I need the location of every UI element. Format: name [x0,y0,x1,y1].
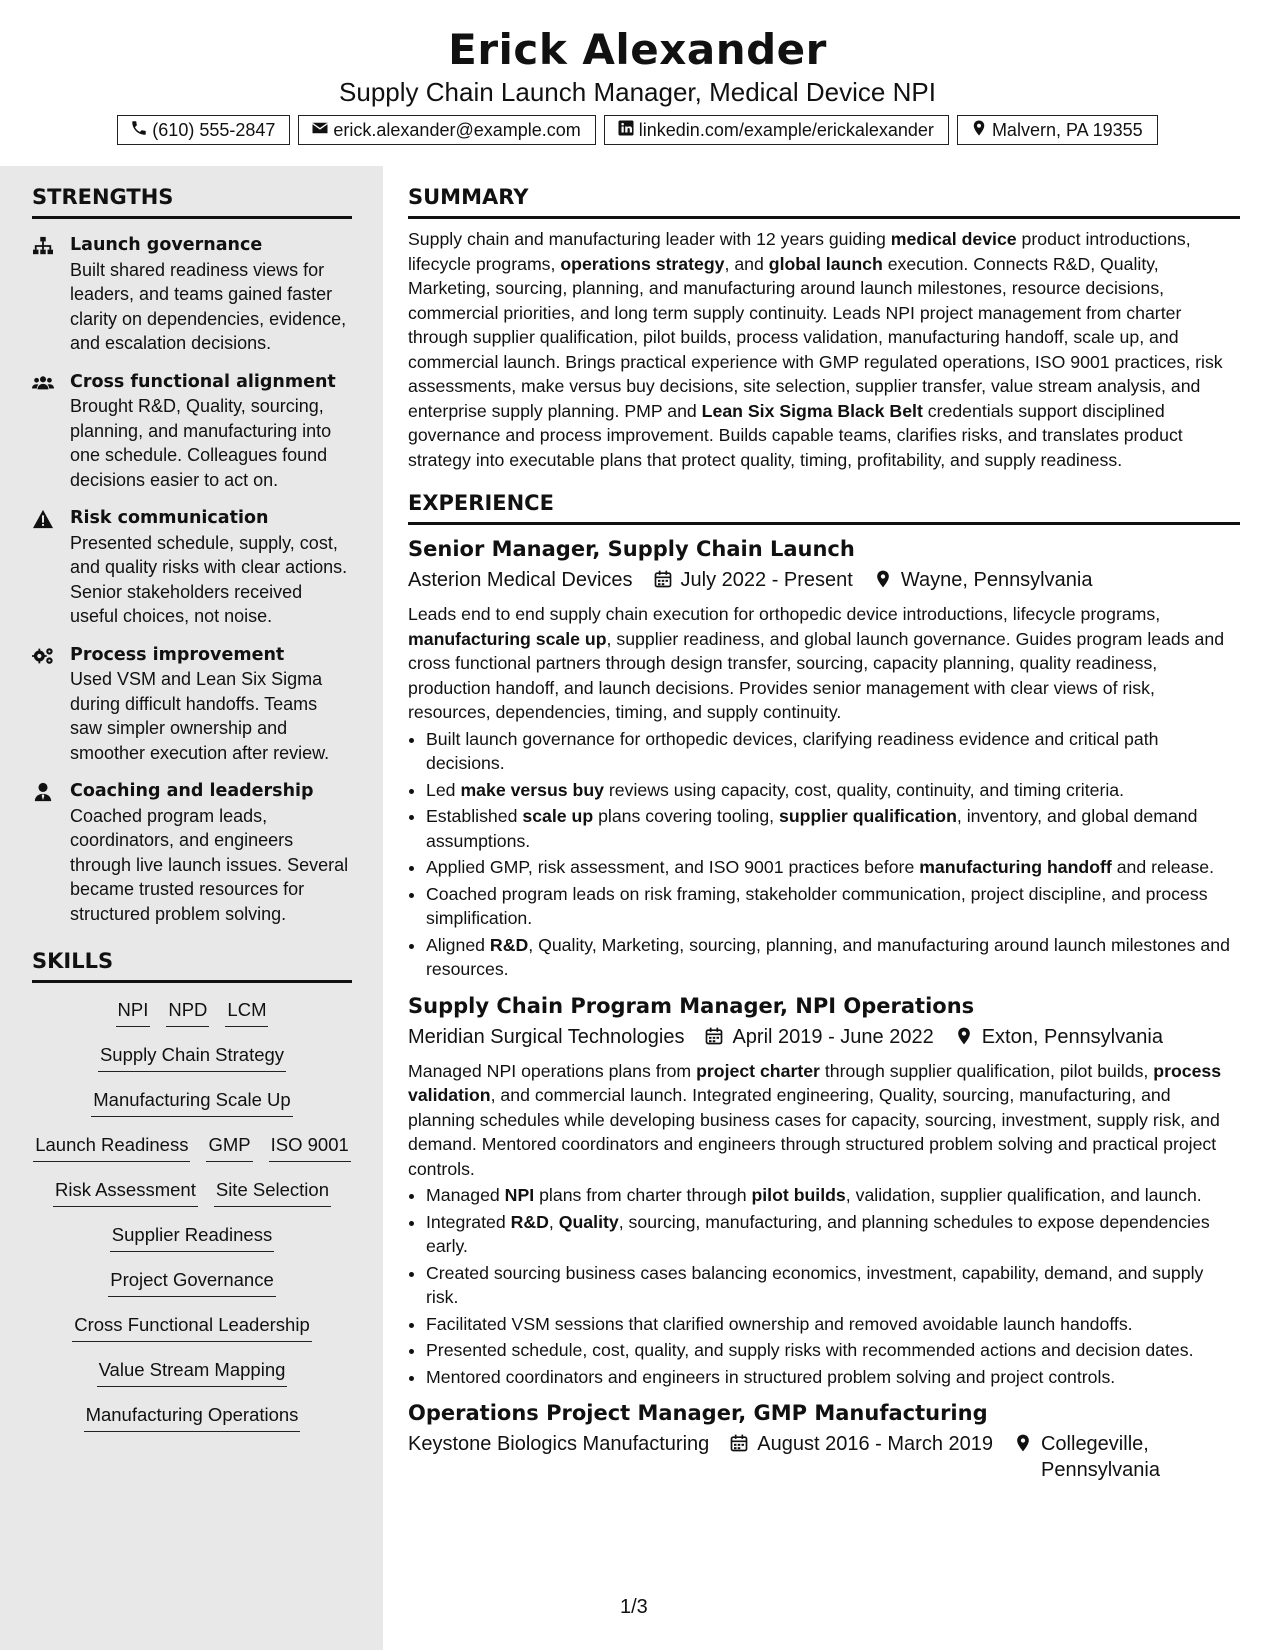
strength-title: Process improvement [70,644,285,665]
job-bullet: • Built launch governance for orthopedic devices, clarifying readiness evidence and critical path decisions. [426,727,1240,776]
strength-text: Used VSM and Lean Six Sigma during difficult handoffs. Teams saw simpler ownership and smoother execution after review. [70,669,330,763]
skill-tag: NPD [166,999,209,1027]
skill-tag: ISO 9001 [269,1134,351,1162]
job-bullet: • Facilitated VSM sessions that clarified ownership and removed avoidable launch handoffs. [426,1312,1240,1337]
page-number: 1/3 [620,1596,648,1618]
envelope-icon [311,119,333,142]
job-bullets [408,727,1240,982]
strength-item [32,643,352,766]
skill-tag: Risk Assessment [53,1179,198,1207]
contact-bar [0,115,1275,145]
strength-title: Cross functional alignment [70,371,336,392]
job-bullet: • Integrated R&D, Quality, sourcing, manufacturing, and planning schedules to expose dependencies early. [426,1210,1240,1259]
linkedin-text: linkedin.com/example/erickalexander [638,119,934,140]
summary-heading: SUMMARY [408,184,1240,219]
job-entry [408,1399,1240,1483]
sidebar [0,166,383,1650]
job-dates: August 2016 - March 2019 [757,1433,993,1455]
user-tie-icon [32,779,56,926]
experience-heading: EXPERIENCE [408,490,1240,525]
skill-tag: GMP [206,1134,252,1162]
resume-header [0,0,1275,145]
users-icon [32,370,56,493]
strength-text: Brought R&D, Quality, sourcing, planning, and manufacturing into one schedule. Colleagues found decisions easier to act on. [70,396,332,490]
job-entry [408,992,1240,1390]
job-dates: July 2022 - Present [680,569,853,591]
company-name: Meridian Surgical Technologies [408,1025,685,1048]
skill-tag: Manufacturing Scale Up [91,1089,292,1117]
map-pin-icon [954,1024,982,1053]
map-pin-icon [1013,1431,1041,1460]
location-text: Malvern, PA 19355 [991,119,1143,140]
job-location: Wayne, Pennsylvania [900,569,1093,591]
job-bullet: • Applied GMP, risk assessment, and ISO 9001 practices before manufacturing handoff and release. [426,855,1240,880]
job-bullet: • Aligned R&D, Quality, Marketing, sourcing, planning, and manufacturing around launch milestones and resources. [426,933,1240,982]
summary-text: Supply chain and manufacturing leader with 12 years guiding medical device product introductions, lifecycle programs, operations strategy, and global launch execution. Connects R&D, Quality, Marketing, sourcing, planning, and manufacturing around launch milestones, resource decisions, commercial priorities, and long term supply continuity. Leads NPI project management from charter through supplier qualification, pilot builds, process validation, manufacturing handoff, scale up, and commercial launch. Brings practical experience with GMP regulated operations, ISO 9001 practices, risk assessments, make versus buy decisions, site selection, supplier transfer, value stream analysis, and enterprise supply planning. PMP and Lean Six Sigma Black Belt credentials support disciplined governance and process improvement. Builds capable teams, clarifies risks, and translates product strategy into executable plans that protect quality, timing, profitability, and supply readiness. [408,229,1223,470]
job-location: Exton, Pennsylvania [981,1025,1163,1048]
gears-icon [32,643,56,766]
skill-row [32,1224,352,1269]
skill-tag: Supplier Readiness [110,1224,274,1252]
experience-list [408,535,1240,1483]
job-title: Senior Manager, Supply Chain Launch [408,537,855,561]
strength-text: Coached program leads, coordinators, and engineers through live launch issues. Several became trusted resources for structured problem solving. [70,805,349,924]
calendar-icon [653,567,681,596]
calendar-icon [704,1024,732,1053]
job-bullet: • Created sourcing business cases balancing economics, investment, capability, demand, and supply risk. [426,1261,1240,1310]
calendar-icon [729,1431,757,1460]
job-title: Operations Project Manager, GMP Manufacturing [408,1401,988,1425]
skill-tag: Site Selection [214,1179,331,1207]
main-content [408,166,1240,1483]
candidate-name: Erick Alexander [448,25,827,74]
warning-icon [32,506,56,629]
skill-tag: LCM [225,999,268,1027]
email-text: erick.alexander@example.com [333,119,581,140]
skill-row [32,1179,352,1224]
skill-row [32,1404,352,1449]
strengths-heading: STRENGTHS [32,184,352,219]
strength-title: Risk communication [70,508,269,528]
job-location: Collegeville, Pennsylvania [1040,1433,1160,1481]
candidate-title: Supply Chain Launch Manager, Medical Device NPI [339,77,936,107]
phone-icon [130,119,152,142]
job-bullet: • Established scale up plans covering tooling, supplier qualification, inventory, and global demand assumptions. [426,804,1240,853]
strength-item [32,233,352,356]
contact-location [957,115,1158,145]
skill-row [32,1134,352,1179]
skill-tag: Supply Chain Strategy [98,1044,286,1072]
job-meta [408,1431,1240,1483]
job-title: Supply Chain Program Manager, NPI Operations [408,993,975,1018]
contact-linkedin[interactable] [604,115,949,145]
skill-tag: Project Governance [108,1269,276,1297]
skill-tag: Manufacturing Operations [84,1404,301,1432]
skill-tag: Launch Readiness [33,1134,190,1162]
skill-tag: Value Stream Mapping [97,1359,288,1387]
job-bullets [408,1183,1240,1389]
skill-row [32,999,352,1044]
skill-row [32,1359,352,1404]
skills-list [32,999,352,1449]
linkedin-icon [617,119,639,142]
skill-row [32,1314,352,1359]
strength-title: Coaching and leadership [70,781,314,801]
company-name: Keystone Biologics Manufacturing [408,1433,710,1455]
job-entry [408,535,1240,982]
skills-heading: SKILLS [32,948,352,983]
contact-phone [117,115,290,145]
map-pin-icon [873,567,901,596]
sitemap-icon [32,233,56,356]
job-meta [408,567,1240,596]
job-bullet: • Managed NPI plans from charter through pilot builds, validation, supplier qualification, and launch. [426,1183,1240,1208]
job-description: Leads end to end supply chain execution for orthopedic device introductions, lifecycle programs, manufacturing scale up, supplier readiness, and global launch governance. Guides program leads and cross functional partners through design transfer, sourcing, capacity planning, quality readiness, production handoff, and launch decisions. Provides senior management with clear views of risk, resources, dependencies, timing, and supply continuity. [408,604,1225,722]
skill-row [32,1089,352,1134]
job-description: Managed NPI operations plans from project charter through supplier qualification, pilot builds, process validation, and commercial launch. Integrated engineering, Quality, sourcing, manufacturing, and planning schedules while developing business cases for capacity, sourcing, investment, supply risk, and demand. Mentored coordinators and engineers through structured problem solving and practical project controls. [408,1060,1222,1179]
strength-text: Built shared readiness views for leaders, and teams gained faster clarity on dependencies, evidence, and escalation decisions. [70,259,347,353]
strength-title: Launch governance [70,235,263,255]
job-bullet: • Presented schedule, cost, quality, and supply risks with recommended actions and decision dates. [426,1338,1240,1363]
skill-row [32,1269,352,1314]
strength-item [32,779,352,926]
phone-text: (610) 555-2847 [152,119,276,140]
job-dates: April 2019 - June 2022 [732,1025,934,1048]
map-pin-icon [970,119,992,142]
company-name: Asterion Medical Devices [408,569,633,591]
job-bullet: • Led make versus buy reviews using capacity, cost, quality, continuity, and timing criteria. [426,778,1240,803]
job-bullet: • Mentored coordinators and engineers in structured problem solving and project controls. [426,1365,1240,1390]
strength-item [32,370,352,493]
job-bullet: • Coached program leads on risk framing, stakeholder communication, project discipline, and process simplification. [426,882,1240,931]
strength-text: Presented schedule, supply, cost, and quality risks with clear actions. Senior stakeholders received useful choices, not noise. [70,532,348,626]
contact-email[interactable] [298,115,595,145]
skill-tag: NPI [116,999,151,1027]
skill-row [32,1044,352,1089]
skill-tag: Cross Functional Leadership [72,1314,312,1342]
job-meta [408,1024,1240,1053]
strength-item [32,506,352,629]
